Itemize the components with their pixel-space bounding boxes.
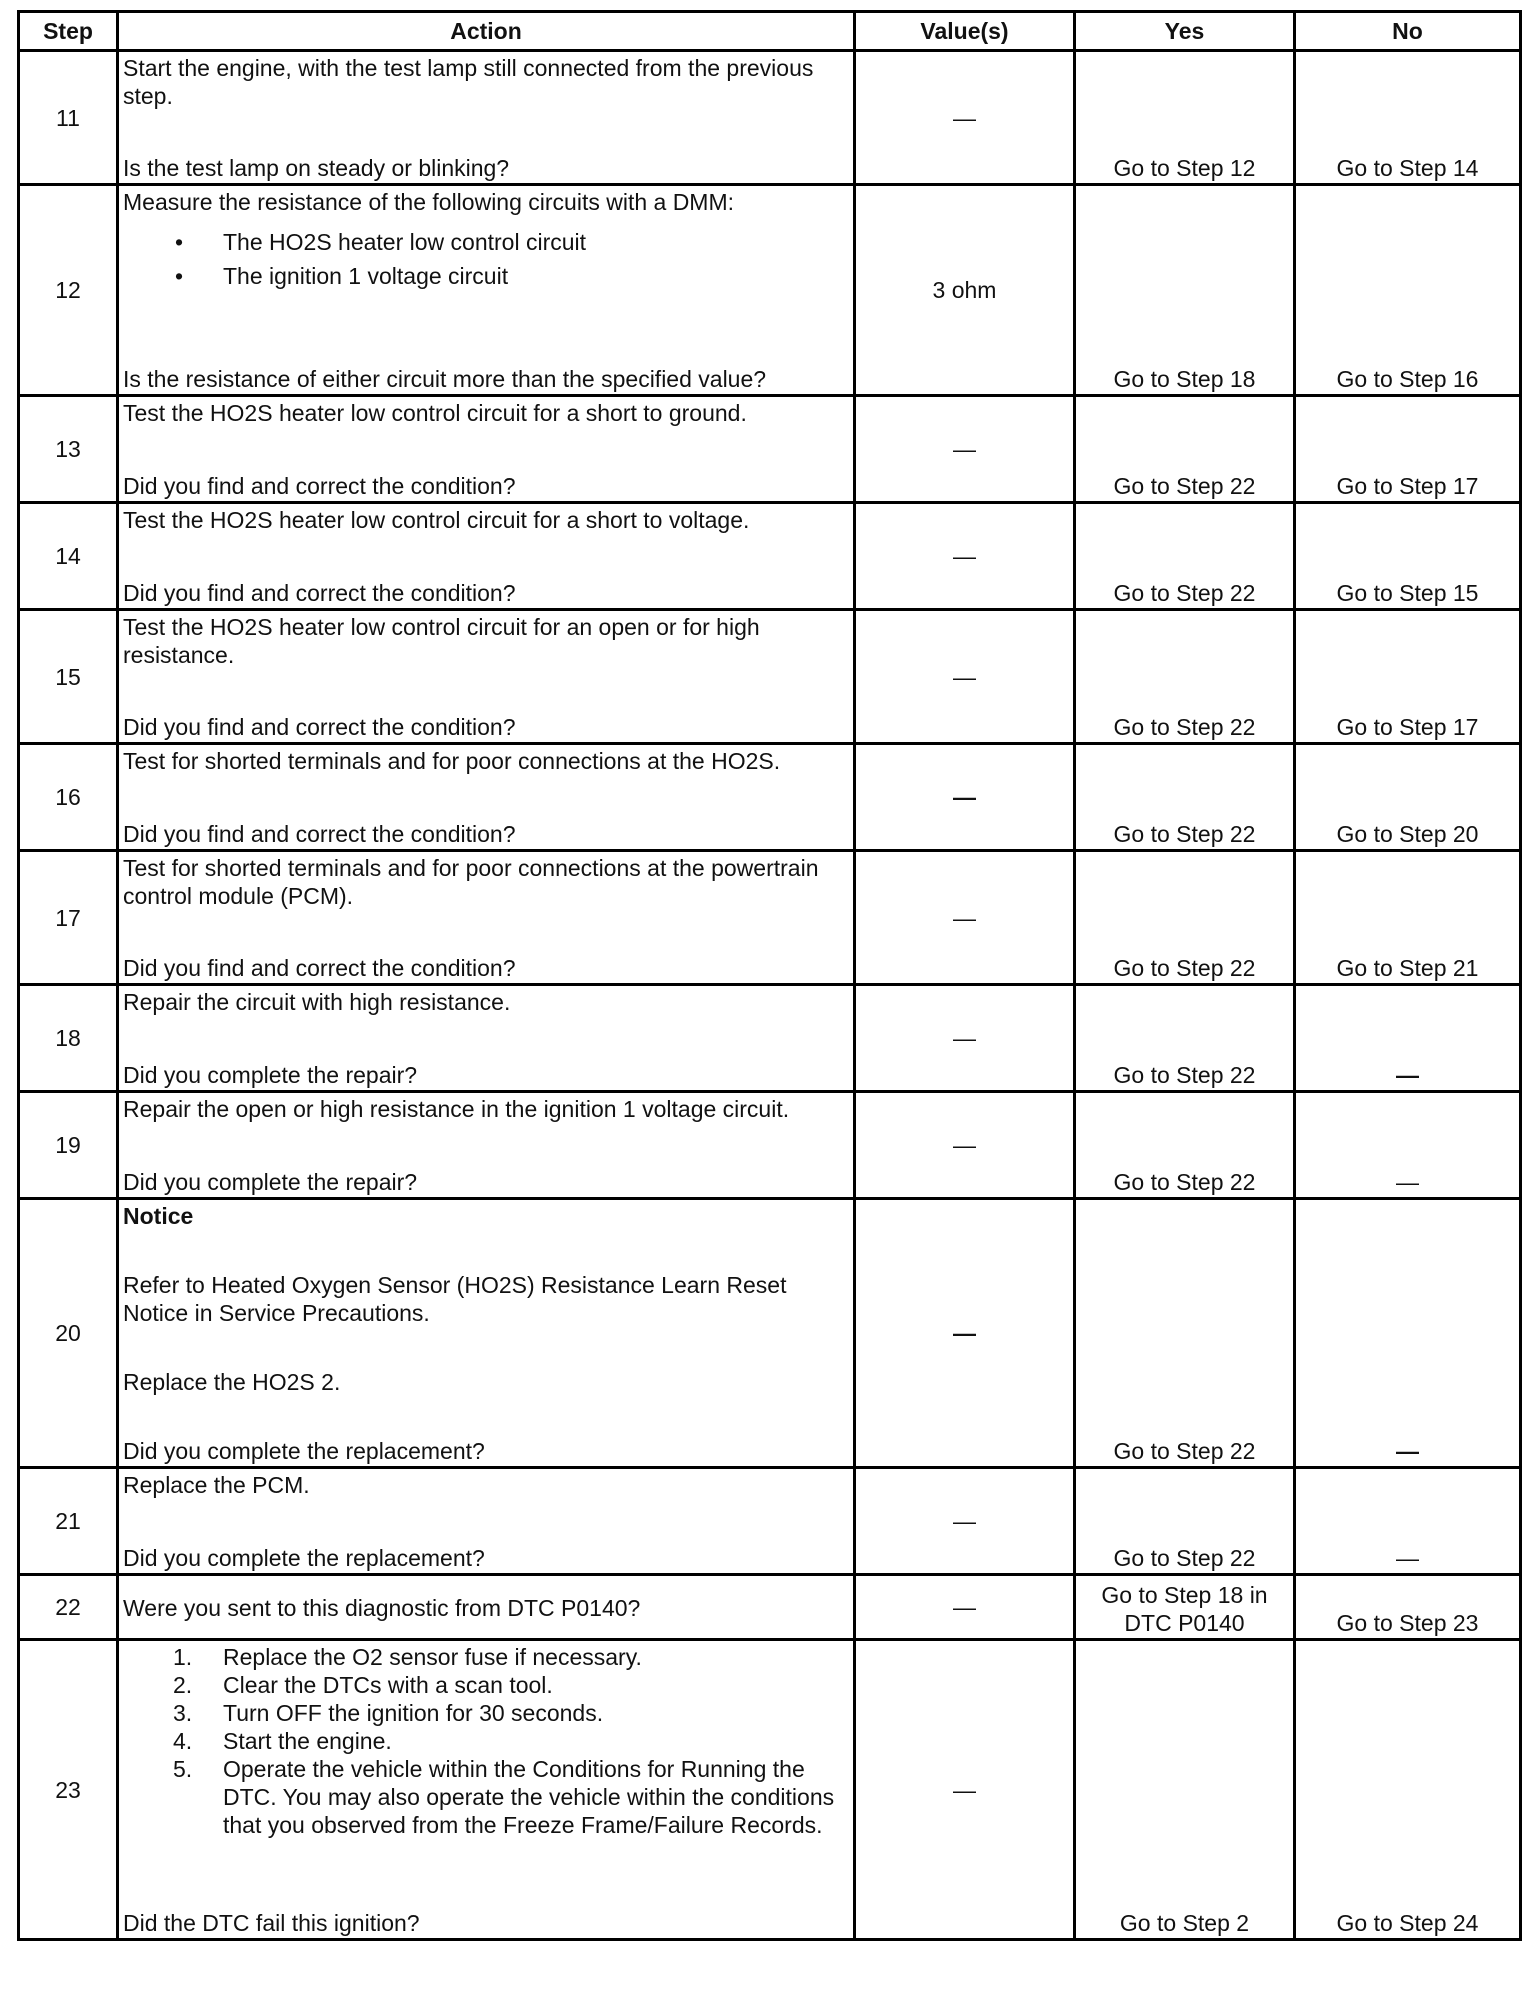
list-item: 1. Replace the O2 sensor fuse if necessary. bbox=[173, 1644, 642, 1670]
bullet-icon: • bbox=[175, 263, 184, 289]
action-text: Repair the open or high resistance in the ignition 1 voltage circuit. bbox=[123, 1096, 790, 1122]
step-number: 19 bbox=[19, 1092, 118, 1199]
list-item: • The ignition 1 voltage circuit bbox=[175, 263, 509, 289]
list-item: 4. Start the engine. bbox=[173, 1728, 392, 1754]
step-number: 12 bbox=[19, 185, 118, 396]
numbered-list bbox=[123, 1643, 849, 1839]
action-text: Test for shorted terminals and for poor connections at the HO2S. bbox=[123, 748, 781, 774]
action-text: Start the engine, with the test lamp still connected from the previous step. bbox=[123, 55, 814, 109]
table-row bbox=[19, 503, 1521, 610]
header-step: Step bbox=[19, 12, 118, 51]
yes-cell: Go to Step 2 bbox=[1075, 1640, 1295, 1940]
value-cell: — bbox=[855, 396, 1075, 503]
action-text: Measure the resistance of the following circuits with a DMM: bbox=[123, 189, 735, 215]
table-row bbox=[19, 1640, 1521, 1940]
header-row bbox=[19, 12, 1521, 51]
action-cell bbox=[118, 1640, 855, 1940]
yes-cell: Go to Step 18 bbox=[1075, 185, 1295, 396]
table-row bbox=[19, 51, 1521, 185]
yes-cell: Go to Step 22 bbox=[1075, 985, 1295, 1092]
header-yes: Yes bbox=[1075, 12, 1295, 51]
list-item: • The HO2S heater low control circuit bbox=[175, 229, 587, 255]
header-no: No bbox=[1295, 12, 1521, 51]
table-row bbox=[19, 851, 1521, 985]
action-question: Did the DTC fail this ignition? bbox=[123, 1910, 420, 1936]
value-cell: — bbox=[855, 1640, 1075, 1940]
value-cell: — bbox=[855, 1199, 1075, 1468]
no-cell: — bbox=[1295, 985, 1521, 1092]
yes-cell: Go to Step 12 bbox=[1075, 51, 1295, 185]
list-item: 3. Turn OFF the ignition for 30 seconds. bbox=[173, 1700, 604, 1726]
table-row bbox=[19, 1468, 1521, 1575]
table-row bbox=[19, 1092, 1521, 1199]
value-cell: — bbox=[855, 744, 1075, 851]
step-number: 22 bbox=[19, 1575, 118, 1640]
action-question: Did you find and correct the condition? bbox=[123, 821, 516, 847]
table-row bbox=[19, 610, 1521, 744]
header-values: Value(s) bbox=[855, 12, 1075, 51]
action-text: Replace the PCM. bbox=[123, 1472, 310, 1498]
yes-cell: Go to Step 22 bbox=[1075, 851, 1295, 985]
action-question: Did you complete the replacement? bbox=[123, 1545, 485, 1571]
yes-cell: Go to Step 22 bbox=[1075, 1468, 1295, 1575]
yes-line: Go to Step 18 in bbox=[1101, 1582, 1268, 1608]
step-number: 21 bbox=[19, 1468, 118, 1575]
step-number: 18 bbox=[19, 985, 118, 1092]
table-row bbox=[19, 1199, 1521, 1468]
table-row bbox=[19, 185, 1521, 396]
bullet-list bbox=[123, 228, 849, 290]
notice-heading: Notice bbox=[123, 1203, 194, 1229]
action-question: Did you find and correct the condition? bbox=[123, 955, 516, 981]
diagnostic-table bbox=[17, 10, 1522, 1941]
step-number: 20 bbox=[19, 1199, 118, 1468]
action-question: Did you complete the repair? bbox=[123, 1062, 418, 1088]
value-cell: — bbox=[855, 1092, 1075, 1199]
yes-cell: Go to Step 22 bbox=[1075, 1199, 1295, 1468]
no-cell: — bbox=[1295, 1468, 1521, 1575]
list-item: 5. Operate the vehicle within the Conditions for Running the DTC. You may also operate the vehicle within the conditions that you observed from the Freeze Frame/Failure Records. bbox=[173, 1756, 835, 1838]
no-cell: Go to Step 20 bbox=[1295, 744, 1521, 851]
value-cell: — bbox=[855, 851, 1075, 985]
step-number: 17 bbox=[19, 851, 118, 985]
value-cell: — bbox=[855, 1575, 1075, 1640]
bullet-icon: • bbox=[175, 229, 184, 255]
action-cell bbox=[118, 1199, 855, 1468]
value-cell: — bbox=[855, 51, 1075, 185]
action-cell bbox=[118, 985, 855, 1092]
action-text: Test the HO2S heater low control circuit for a short to voltage. bbox=[123, 507, 750, 533]
step-number: 13 bbox=[19, 396, 118, 503]
notice-text: Refer to Heated Oxygen Sensor (HO2S) Resistance Learn Reset Notice in Service Precautions. bbox=[123, 1272, 787, 1326]
no-cell: Go to Step 17 bbox=[1295, 610, 1521, 744]
action-cell bbox=[118, 1092, 855, 1199]
action-question: Did you find and correct the condition? bbox=[123, 473, 516, 499]
step-number: 16 bbox=[19, 744, 118, 851]
yes-cell: Go to Step 22 bbox=[1075, 1092, 1295, 1199]
table-row bbox=[19, 396, 1521, 503]
action-cell bbox=[118, 51, 855, 185]
value-cell: 3 ohm bbox=[855, 185, 1075, 396]
step-number: 14 bbox=[19, 503, 118, 610]
action-text: Replace the HO2S 2. bbox=[123, 1369, 341, 1395]
action-cell bbox=[118, 610, 855, 744]
action-cell bbox=[118, 396, 855, 503]
table-row bbox=[19, 744, 1521, 851]
no-cell: Go to Step 24 bbox=[1295, 1640, 1521, 1940]
action-question: Were you sent to this diagnostic from DTC P0140? bbox=[123, 1594, 641, 1621]
table-row bbox=[19, 985, 1521, 1092]
no-cell: Go to Step 16 bbox=[1295, 185, 1521, 396]
action-cell bbox=[118, 1575, 855, 1640]
action-question: Did you find and correct the condition? bbox=[123, 714, 516, 740]
header-action: Action bbox=[118, 12, 855, 51]
action-question: Did you complete the replacement? bbox=[123, 1438, 485, 1464]
yes-cell: Go to Step 22 bbox=[1075, 610, 1295, 744]
value-cell: — bbox=[855, 1468, 1075, 1575]
action-cell bbox=[118, 185, 855, 396]
no-cell: Go to Step 14 bbox=[1295, 51, 1521, 185]
action-text: Test the HO2S heater low control circuit for a short to ground. bbox=[123, 400, 747, 426]
no-cell: Go to Step 15 bbox=[1295, 503, 1521, 610]
step-number: 15 bbox=[19, 610, 118, 744]
action-question: Did you find and correct the condition? bbox=[123, 580, 516, 606]
action-cell bbox=[118, 503, 855, 610]
yes-cell: Go to Step 22 bbox=[1075, 396, 1295, 503]
action-text: Test the HO2S heater low control circuit for an open or for high resistance. bbox=[123, 614, 760, 668]
step-number: 11 bbox=[19, 51, 118, 185]
no-cell: — bbox=[1295, 1199, 1521, 1468]
action-cell bbox=[118, 744, 855, 851]
action-text: Repair the circuit with high resistance. bbox=[123, 989, 511, 1015]
action-question: Is the resistance of either circuit more than the specified value? bbox=[123, 366, 767, 392]
list-item: 2. Clear the DTCs with a scan tool. bbox=[173, 1672, 553, 1698]
no-cell: Go to Step 21 bbox=[1295, 851, 1521, 985]
value-cell: — bbox=[855, 985, 1075, 1092]
no-cell: Go to Step 23 bbox=[1295, 1575, 1521, 1640]
step-number: 23 bbox=[19, 1640, 118, 1940]
action-question: Is the test lamp on steady or blinking? bbox=[123, 155, 510, 181]
value-cell: — bbox=[855, 610, 1075, 744]
yes-cell bbox=[1075, 1575, 1295, 1640]
no-cell: Go to Step 17 bbox=[1295, 396, 1521, 503]
action-question: Did you complete the repair? bbox=[123, 1169, 418, 1195]
action-cell bbox=[118, 851, 855, 985]
yes-cell: Go to Step 22 bbox=[1075, 744, 1295, 851]
action-cell bbox=[118, 1468, 855, 1575]
value-cell: — bbox=[855, 503, 1075, 610]
no-cell: — bbox=[1295, 1092, 1521, 1199]
yes-line: DTC P0140 bbox=[1124, 1610, 1245, 1636]
table-row bbox=[19, 1575, 1521, 1640]
yes-cell: Go to Step 22 bbox=[1075, 503, 1295, 610]
action-text: Test for shorted terminals and for poor connections at the powertrain control module (PCM). bbox=[123, 855, 819, 909]
